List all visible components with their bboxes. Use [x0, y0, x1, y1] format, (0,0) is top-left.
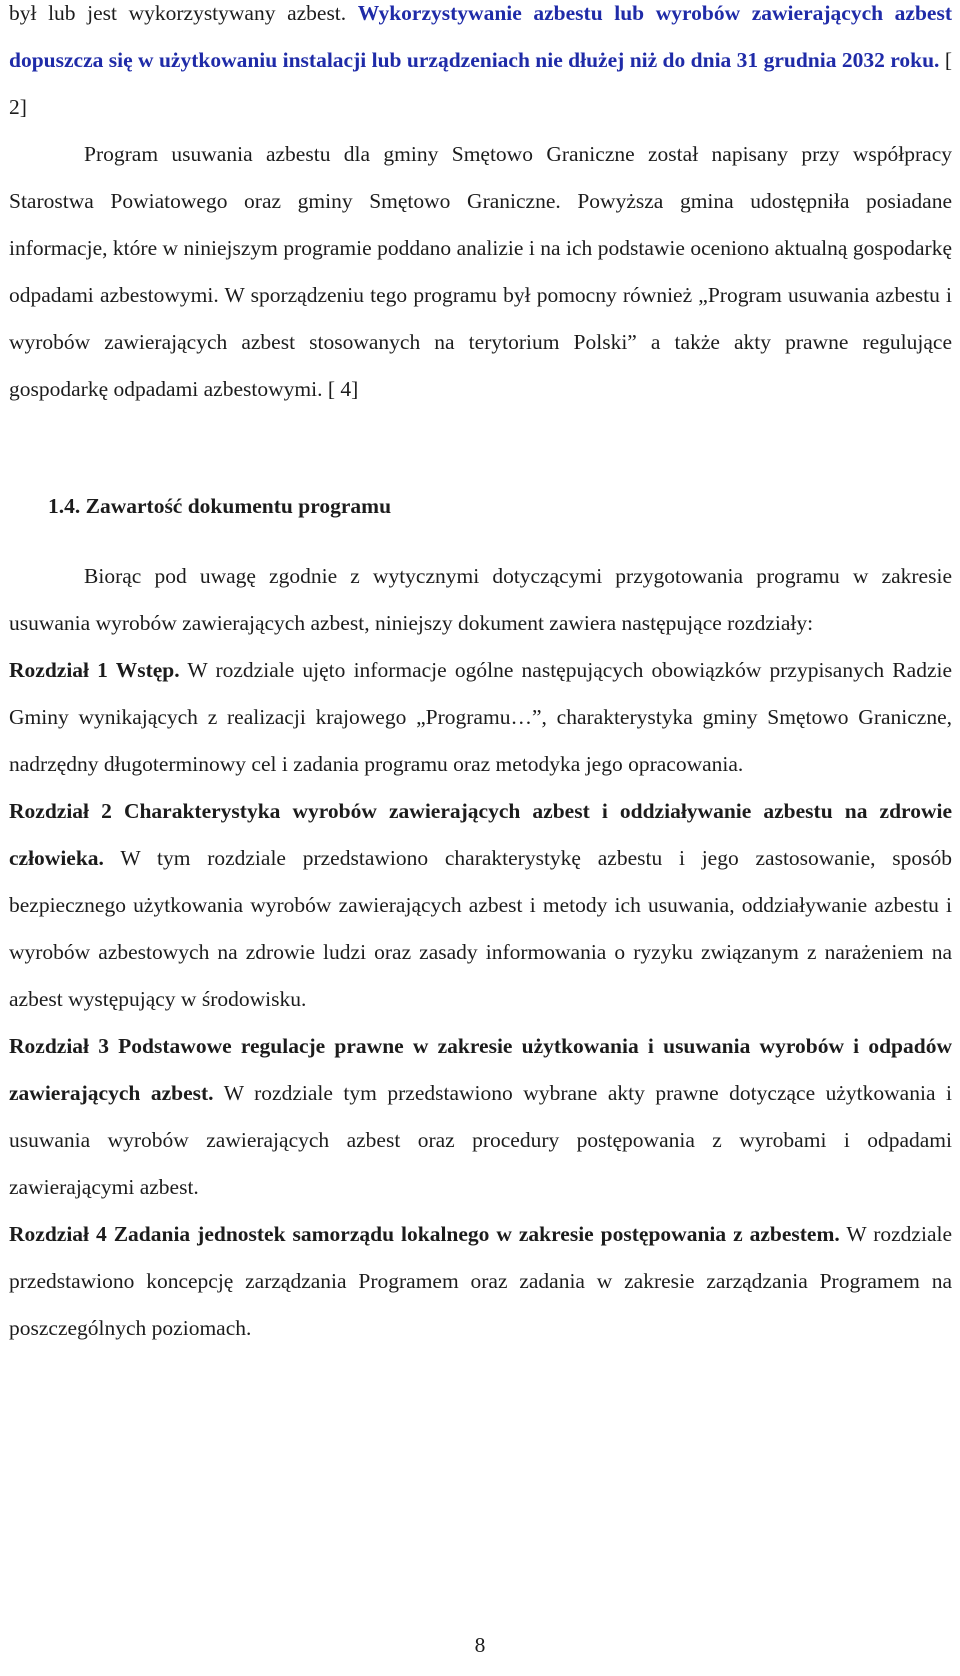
chapter-1 [9, 647, 952, 788]
chapter-3-text: W rozdziale tym przedstawiono wybrane akty prawne dotyczące użytkowania i usuwania wyrobów zawierających azbest oraz procedury postępowania z wyrobami i odpadami zawierającymi azbest. [9, 1081, 952, 1199]
intro-reference: [ 2] [9, 48, 952, 119]
chapter-4 [9, 1211, 952, 1352]
chapter-2-title: Rozdział 2 Charakterystyka wyrobów zawierających azbest i oddziaływanie azbestu na zdrowie człowieka. [9, 799, 952, 870]
program-paragraph: Program usuwania azbestu dla gminy Smętowo Graniczne został napisany przy współpracy Starostwa Powiatowego oraz gminy Smętowo Graniczne. Powyższa gmina udostępniła posiadane informacje, które w niniejszym programie poddano analizie i na ich podstawie oceniono aktualną gospodarkę odpadami azbestowymi. W sporządzeniu tego programu był pomocny również „Program usuwania azbestu i wyrobów zawierających azbest stosowanych na terytorium Polski” a także akty prawne regulujące gospodarkę odpadami azbestowymi. [ 4] [9, 142, 952, 401]
section-intro: Biorąc pod uwagę zgodnie z wytycznymi dotyczącymi przygotowania programu w zakresie usuwania wyrobów zawierających azbest, niniejszy dokument zawiera następujące rozdziały: [9, 564, 952, 635]
page-number: 8 [474, 1633, 486, 1657]
chapter-3-title: Rozdział 3 Podstawowe regulacje prawne w zakresie użytkowania i usuwania wyrobów i odpadów zawierających azbest. [9, 1034, 952, 1105]
chapter-2 [9, 788, 952, 1023]
chapter-4-text: W rozdziale przedstawiono koncepcję zarządzania Programem oraz zadania w zakresie zarządzania Programem na poszczególnych poziomach. [9, 1222, 952, 1340]
chapter-2-text: W tym rozdziale przedstawiono charakterystykę azbestu i jego zastosowanie, sposób bezpiecznego użytkowania wyrobów zawierających azbest i metody ich usuwania, oddziaływanie azbestu i wyrobów azbestowych na zdrowie ludzi oraz zasady informowania o ryzyku związanym z narażeniem na azbest występujący w środowisku. [9, 846, 952, 1011]
chapter-1-title: Rozdział 1 Wstęp. [9, 658, 180, 682]
chapter-1-text: W rozdziale ujęto informacje ogólne następujących obowiązków przypisanych Radzie Gminy wynikających z realizacji krajowego „Programu…”, charakterystyka gminy Smętowo Graniczne, nadrzędny długoterminowy cel i zadania programu oraz metodyka jego opracowania. [9, 658, 952, 776]
section-heading: 1.4. Zawartość dokumentu programu [48, 494, 392, 518]
intro-lead: był lub jest wykorzystywany azbest. [9, 1, 358, 25]
intro-paragraph [9, 0, 952, 131]
chapter-3 [9, 1023, 952, 1211]
chapter-4-title: Rozdział 4 Zadania jednostek samorządu lokalnego w zakresie postępowania z azbestem. [9, 1222, 840, 1246]
intro-highlight: Wykorzystywanie azbestu lub wyrobów zawierających azbest dopuszcza się w użytkowaniu instalacji lub urządzeniach nie dłużej niż do dnia 31 grudnia 2032 roku. [9, 1, 952, 72]
